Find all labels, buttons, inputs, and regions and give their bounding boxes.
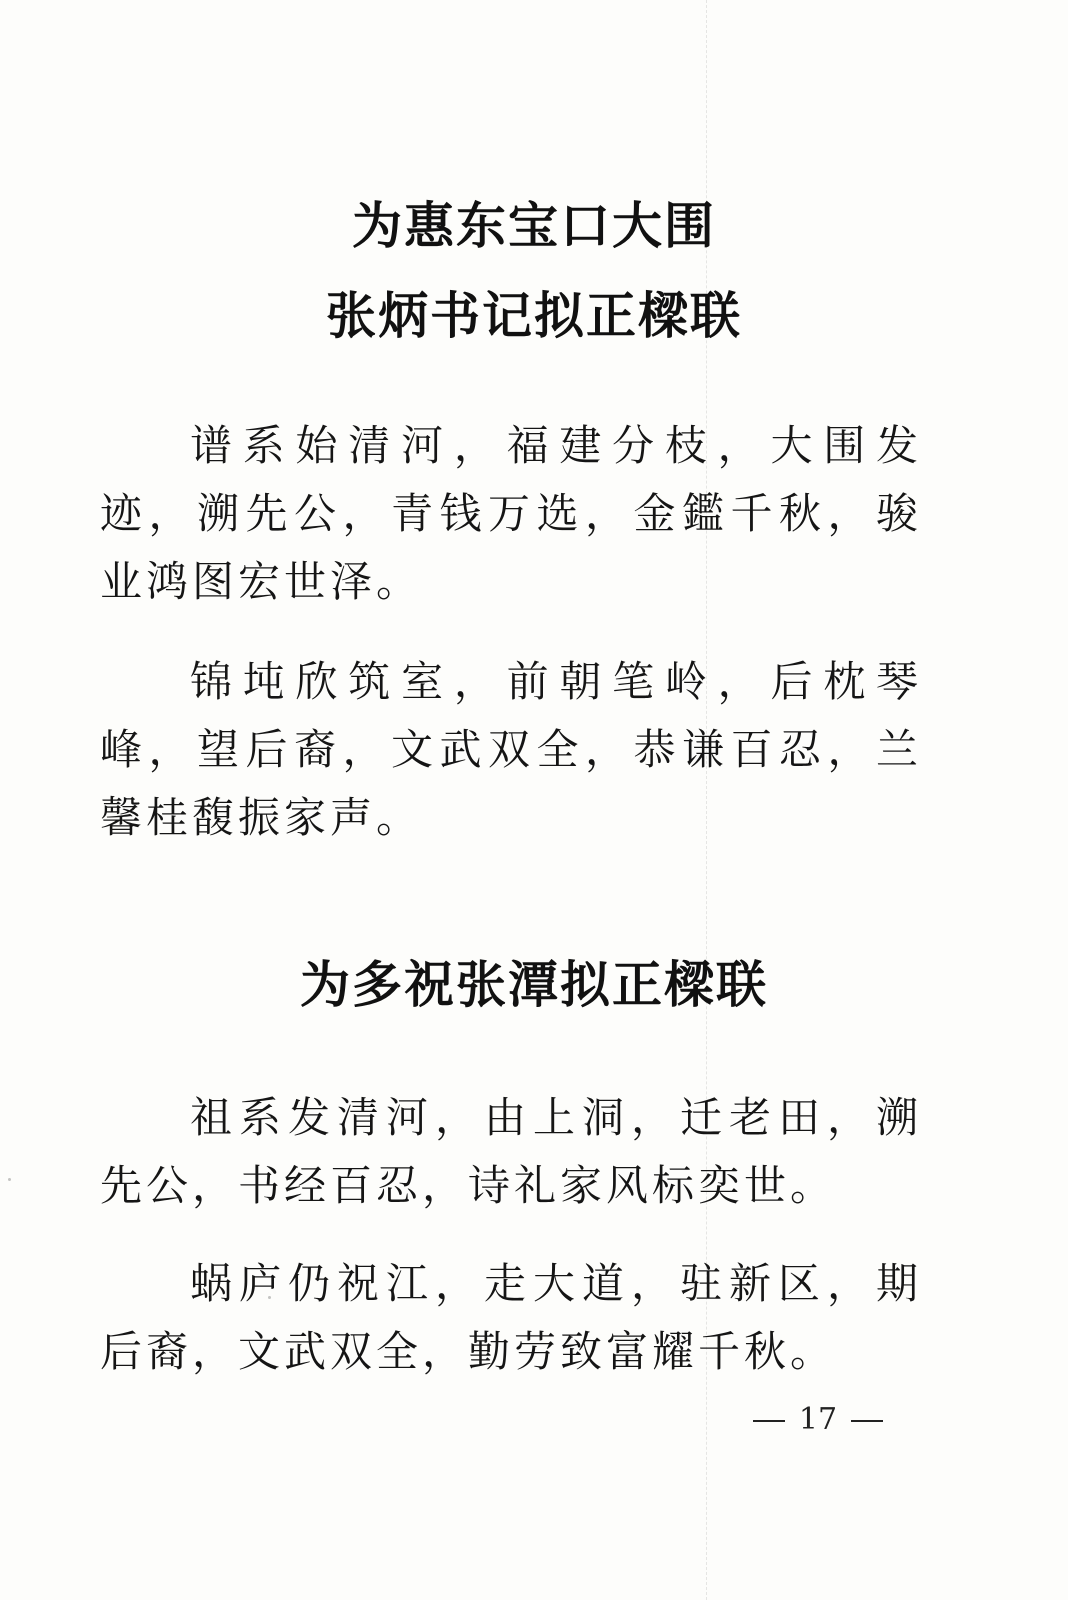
section1-title-line1: 为惠东宝口大围 — [352, 197, 716, 255]
section1-couplet-lower: 锦坉欣筑室，前朝笔岭，后枕琴峰，望后裔，文武双全，恭谦百忍，兰馨桂馥振家声。 — [100, 657, 922, 842]
section2-couplet-upper: 祖系发清河，由上洞，迁老田，溯先公，书经百忍，诗礼家风标奕世。 — [100, 1093, 922, 1210]
scan-speck — [8, 1178, 11, 1181]
section1-title-line2: 张炳书记拟正樑联 — [326, 287, 742, 345]
page-number-text: 17 — [798, 1402, 838, 1437]
section2-title: 为多祝张潭拟正樑联 — [300, 956, 768, 1014]
section1-couplet-upper: 谱系始清河，福建分枝，大围发迹，溯先公，青钱万选，金鑑千秋，骏业鸿图宏世泽。 — [100, 421, 922, 606]
section2-couplet-lower: 蜗庐仍祝江，走大道，驻新区，期后裔，文武双全，勤劳致富耀千秋。 — [100, 1259, 922, 1376]
dash-left — [753, 1420, 785, 1422]
page-number — [738, 1400, 898, 1440]
dash-right — [851, 1420, 883, 1422]
